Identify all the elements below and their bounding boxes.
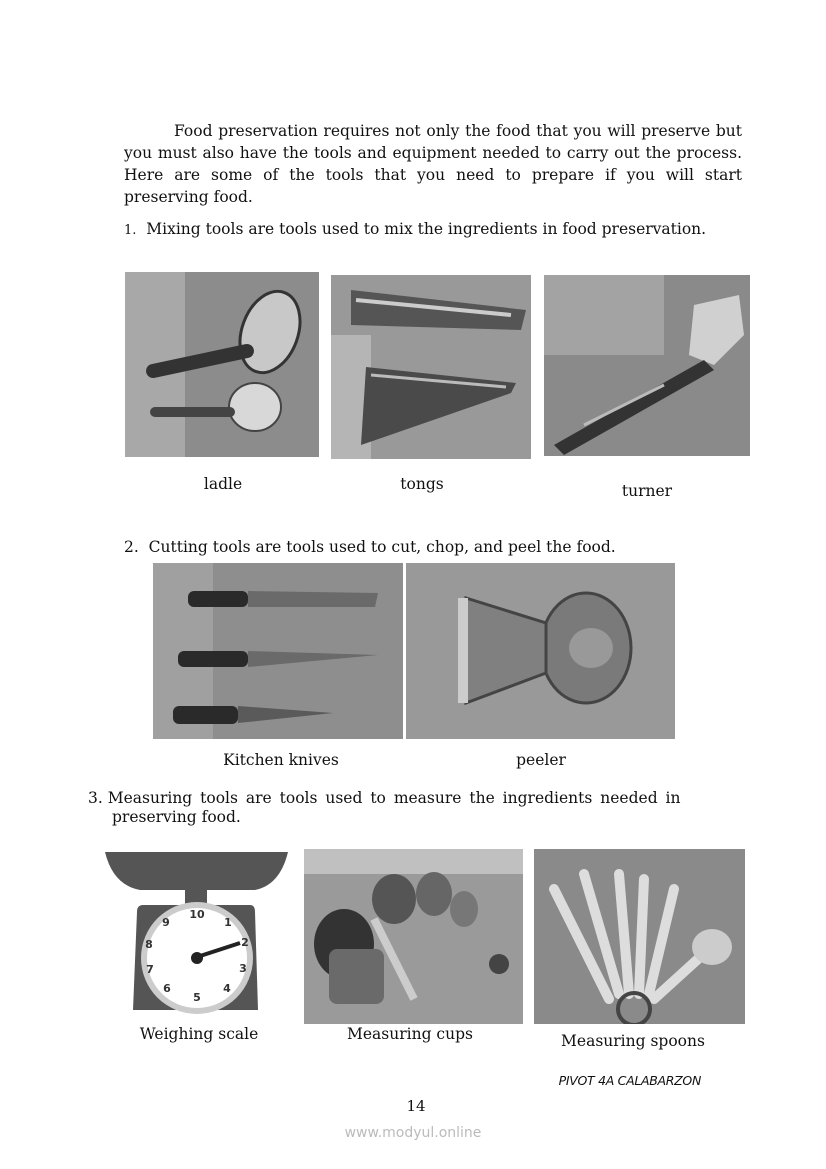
section-3-heading-cont: preserving food.: [112, 808, 241, 826]
dial-1: 1: [224, 916, 232, 929]
caption-kitchen-knives: Kitchen knives: [223, 751, 339, 769]
watermark: www.modyul.online: [344, 1125, 482, 1141]
dial-5: 5: [193, 991, 201, 1004]
caption-peeler: peeler: [516, 751, 566, 769]
dial-10: 10: [189, 908, 205, 921]
caption-ladle: ladle: [203, 475, 243, 493]
peeler-image: [406, 563, 675, 739]
section-1-heading: 1. Mixing tools are tools used to mix the ingredients in food preservation.: [124, 220, 707, 238]
section-3-heading: 3. Measuring tools are tools used to measure the ingredients needed in: [88, 789, 681, 807]
turner-image: [544, 275, 750, 456]
dial-9: 9: [162, 916, 170, 929]
dial-6: 6: [163, 982, 171, 995]
weighing-scale-image: [105, 850, 288, 1015]
section-2-heading: 2. Cutting tools are tools used to cut, chop, and peel the food.: [124, 538, 616, 556]
dial-4: 4: [223, 982, 231, 995]
intro-paragraph: Food preservation requires not only the food that you will preserve but you must also have the tools and equipment needed to carry out the process. Here are some of the tools that you need to prepare if you will start preserving food.: [124, 121, 742, 206]
caption-weighing-scale: Weighing scale: [139, 1025, 259, 1043]
caption-tongs: tongs: [400, 475, 444, 493]
dial-2: 2: [241, 936, 249, 949]
footer-series: PIVOT 4A CALABARZON: [558, 1073, 701, 1088]
caption-measuring-spoons: Measuring spoons: [561, 1032, 705, 1050]
dial-7: 7: [146, 963, 154, 976]
measuring-cups-image: [304, 849, 523, 1024]
kitchen-knives-image: [153, 563, 403, 739]
dial-3: 3: [239, 962, 247, 975]
page-number: 14: [406, 1097, 426, 1115]
caption-measuring-cups: Measuring cups: [347, 1025, 473, 1043]
caption-turner: turner: [621, 482, 673, 500]
ladle-image: [125, 272, 319, 457]
tongs-image: [331, 275, 531, 459]
dial-8: 8: [145, 938, 153, 951]
measuring-spoons-image: [534, 849, 745, 1024]
